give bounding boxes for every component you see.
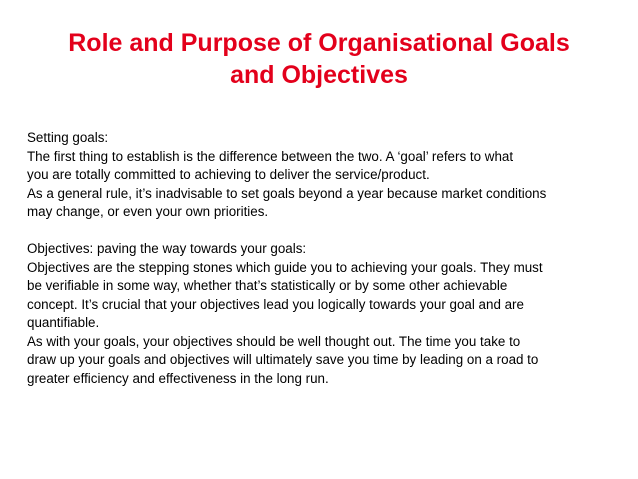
body-text-line: As with your goals, your objectives should be well thought out. The time you take to xyxy=(27,333,521,349)
slide-title-line: and Objectives xyxy=(230,61,408,89)
slide-title-line: Role and Purpose of Organisational Goals xyxy=(68,29,570,57)
body-text-line: concept. It’s crucial that your objectives lead you logically towards your goal and are xyxy=(27,296,524,312)
slide-title xyxy=(20,27,618,91)
section-heading-goals: Setting goals: xyxy=(27,130,109,145)
body-text-line: be verifiable in some way, whether that’s statistically or by some other achievable xyxy=(27,278,508,293)
paragraph-gap xyxy=(27,222,623,241)
section-heading-objectives: Objectives: paving the way towards your goals: xyxy=(27,241,307,256)
body-text-line: quantifiable. xyxy=(27,315,100,330)
body-text-line: draw up your goals and objectives will ultimately save you time by leading on a road to xyxy=(27,352,539,367)
body-text-line: greater efficiency and effectiveness in the long run. xyxy=(27,370,329,386)
body-text-line: The first thing to establish is the difference between the two. A ‘goal’ refers to what xyxy=(27,148,514,164)
body-text-line: Objectives are the stepping stones which guide you to achieving your goals. They must xyxy=(27,259,543,275)
body-text-line: may change, or even your own priorities. xyxy=(27,204,269,219)
slide-body xyxy=(27,129,623,388)
body-text-line: you are totally committed to achieving to deliver the service/product. xyxy=(27,167,430,182)
body-text-line: As a general rule, it’s inadvisable to set goals beyond a year because market conditions xyxy=(27,185,547,201)
